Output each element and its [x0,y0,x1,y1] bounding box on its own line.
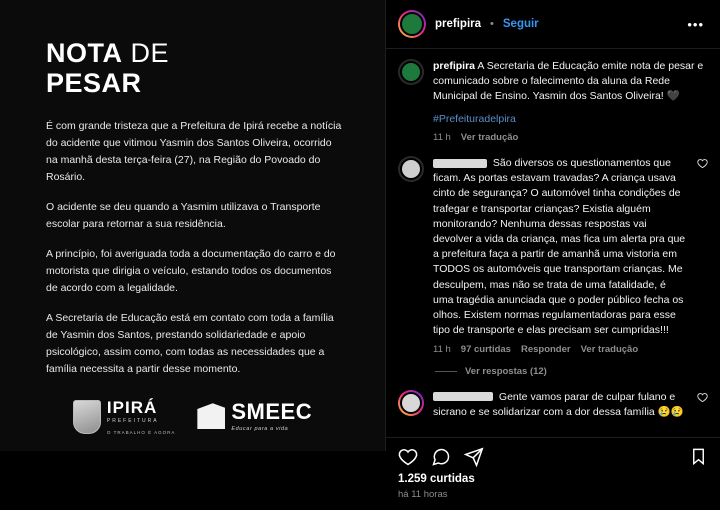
comment-avatar[interactable] [398,390,424,420]
post-header [386,0,720,49]
caption-avatar[interactable] [398,59,424,143]
nota-title [46,38,345,98]
redacted-username [433,159,487,168]
caption-meta [433,132,708,143]
comment-text: Gente vamos parar de culpar fulano e sicrano e se solidarizar com a dor dessa família 😢😢 [433,390,684,418]
smeec-logo-name: SMEEC [231,399,313,425]
post-caption [398,59,708,143]
ipira-logo-sub: PREFEITURA [106,417,159,424]
ipira-logo-name: IPIRÁ [106,397,158,417]
list-item [398,156,708,355]
like-comment-icon[interactable] [697,390,708,420]
comment-reply-button[interactable]: Responder [520,343,571,355]
nota-paragraph-4: A Secretaria de Educação está em contato com toda a família de Yasmin dos Santos, prestando solidariedade e apoio psicológico, assim como, com todas as necessidades que a família necessita a partir desse momento. [46,312,334,376]
post-side-panel [385,0,720,500]
caption-text-block [433,59,708,105]
smeec-logo [197,401,312,432]
comment-text: São diversos os questionamentos que ficam. As portas estavam travadas? A criança usava cinto de segurança? O automóvel tinha condições de trafegar e transportar crianças? Existia alguém monitorando? Nenhuma dessas respostas vai devolver a vida da criança, mas fica um alerta pra que a prefeitura faça a partir de amanhã uma vistoria em TODOS os automóveis que transportam crianças. Me desculpem, mas não se trata de uma fatalidade, é uma tragédia anunciada que o poder público fecha os olhos. Existem normas regulamentadoras para esse tipo de transporte e elas precisam ser cumpridas!!! [433,156,686,337]
likes-count[interactable]: 1.259 curtidas [398,472,475,485]
nota-title-thin: DE [122,38,170,68]
nota-paragraph-3: A princípio, foi averiguada toda a documentação do carro e do motorista que dirigia o veículo, estando todos os documentos de acordo com a legalidade. [46,248,336,295]
redacted-username [433,392,493,401]
caption-username[interactable]: prefipira [433,60,476,72]
comment-meta [433,344,688,355]
more-options-icon[interactable]: ••• [687,16,704,32]
replies-divider [435,371,457,372]
smeec-logo-tagline: Educar para a vida [231,426,289,433]
comment-avatar-image [400,392,422,414]
caption-avatar-image [400,61,422,83]
coat-of-arms-icon [73,400,101,434]
caption-emoji: 🖤 [666,90,680,103]
like-comment-icon[interactable] [697,156,708,355]
comment-icon[interactable] [431,447,451,467]
comment-text-block [433,390,688,420]
caption-translate-button[interactable]: Ver tradução [460,131,519,143]
post-actions [386,437,720,471]
header-username[interactable]: prefipira [435,18,482,30]
avatar[interactable] [398,10,426,38]
follow-button[interactable]: Seguir [502,18,539,30]
view-replies-label: Ver respostas (12) [465,365,547,377]
comment-text-block [433,156,688,339]
caption-text: A Secretaria de Educação emite nota de pesar e comunicado sobre o falecimento da aluna da Rede Municipal de Ensino. Yasmin dos Santos Oliveira! [433,60,704,103]
nota-title-strong: NOTA [46,38,123,68]
ipira-logo-tagline: O TRABALHO É AGORA [106,429,176,435]
list-item [398,390,708,420]
view-replies-button[interactable] [435,366,708,377]
caption-time: 11 h [433,131,451,143]
comments-list[interactable] [386,49,720,437]
heart-icon[interactable] [398,447,418,467]
nota-paragraph-1: É com grande tristeza que a Prefeitura de Ipirá recebe a notícia do acidente que vitimou Yasmin dos Santos Oliveira, ocorrido na manhã desta terça-feira (27), na Região do Povoado do Rosário. [46,120,342,184]
nota-body [46,118,345,378]
comment-time: 11 h [433,343,451,355]
post-timestamp: há 11 horas [398,488,448,500]
bookmark-icon[interactable] [689,447,708,466]
avatar-image [400,12,424,36]
comment-avatar-image [400,158,422,180]
header-separator: • [490,18,494,30]
comment-likes-count[interactable]: 97 curtidas [460,343,511,355]
post-media[interactable] [0,0,385,451]
nota-title-line2: PESAR [46,68,142,99]
comment-translate-button[interactable]: Ver tradução [580,343,639,355]
nota-paragraph-2: O acidente se deu quando a Yasmim utilizava o Transporte escolar para retornar a sua residência. [46,201,321,231]
smeec-mark-icon [197,403,225,429]
comment-avatar[interactable] [398,156,424,355]
logo-row [0,399,385,436]
ipira-logo [73,399,175,436]
caption-hashtag[interactable]: #Prefeituradelpira [433,112,516,125]
share-icon[interactable] [464,447,484,467]
